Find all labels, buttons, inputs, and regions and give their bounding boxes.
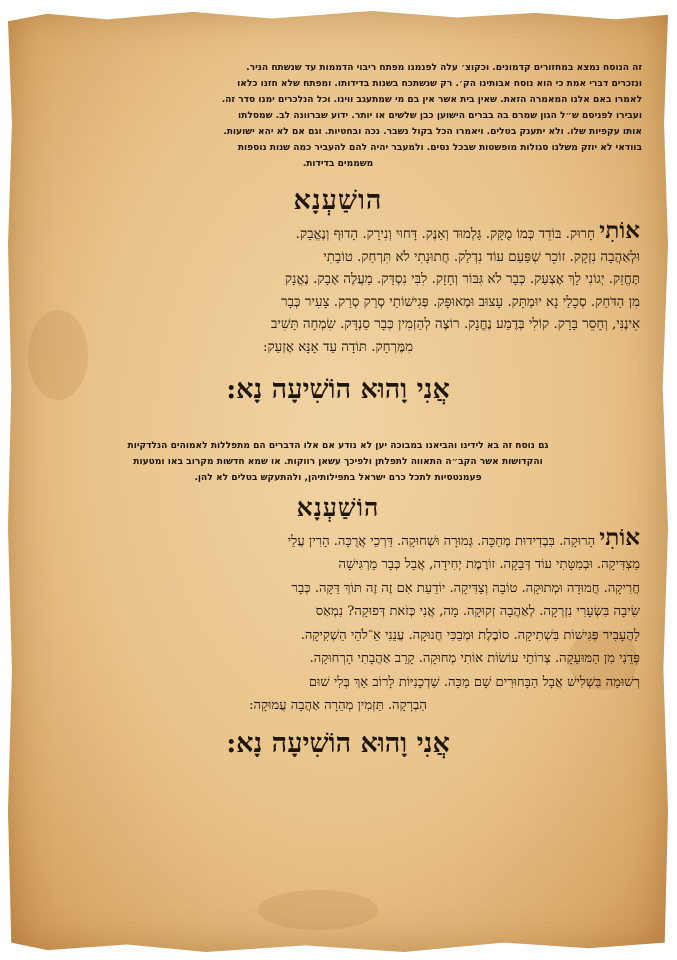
poem-1 [34, 217, 642, 360]
intro-line: בוודאי לא יוזק משלנו סגולות מופשטות שבכל נסים. ולמעבר יהיה להם להעביר כמה שנות נוספות [237, 143, 642, 153]
poem-2 [34, 523, 642, 718]
poem-line: מַצְדִּיקָה. וּבְמִטָּתִי עוֹד דְּבֵקָה. זוֹרֶמֶת יְחִידָה, אֲבָל כְּבָר מַרְגִּישָׁה [338, 557, 640, 573]
intro2-line: והקדושות אשר הקב״ה התאווה לתפלתן ולפיכך עשאן רווקות. או שמא חדשות מקרוב באו ומטעות [133, 456, 543, 467]
intro-line: משממים בדידות. [302, 159, 374, 169]
poem-line: תֶּחֱזַק. יְגוֹנִי לָךְ אֶצְעַק. כְּבָר לֹא גִּבּוֹר וְחָזָק. לִבִּי נִסְדַּק. מַעֲלֶה אָבָק. נֶאֱנָק [284, 272, 640, 288]
poem-line [34, 217, 642, 247]
refrain-1: אֲנִי וָהוּא הוֹשִׁיעָה נָא: [226, 373, 450, 405]
section-heading-1: הושַׁעְנָא [293, 185, 383, 216]
poem-line: חֲרִיקָה. חֲמוּדָה וּמְתוּקָה. טוֹבָה וְצַדִּיקָה. יוֹדַעַת אִם זֶה זֶה תּוֹךְ דַּקָּה. כְּבָר [291, 580, 640, 596]
poem-line-text: חָרוּק. בּוֹדֵד כְּמוֹ מֻקָּק. גַּלְמוּד וְאַנֶּק. דָּחוּי וְנִירָק. הָדוּף וְנֶאֱבָק. [295, 227, 596, 242]
poem-line: מִן הַדֹּחַק. סְכָלַי נָא יוּמְתָּק. עָצוּב וּמְאוּפָּק. פְּגִישׁוֹתַי סְרַק סְרַק. צָעִיר כְּבָר [281, 294, 640, 310]
poem-opener: אוֹתִי [599, 523, 640, 551]
poem-line: לַהֲעָבִיר פְּגִישׁוֹת בִּשְׁתִיקָה. סוֹבֶלֶת וּמְבַכִּי חֲנוּקָה. עֲנֵנִי אֵ־לֹהֵי הַשְׁקִיקָה. [300, 627, 640, 643]
poem-line: רְשׁוּמָה בִּשְׁלִישׁ אֲבָל הַבָּחוּרִים שָׁם מַכָּה. שַׁדְכָנִיּוֹת לָרוֹב אַךְ בְּלִי שׁוּם [308, 674, 640, 690]
document-content [34, 60, 642, 762]
poem-opener: אוֹתִי [599, 217, 640, 244]
intro-paragraph-2 [34, 438, 642, 486]
intro-line: ועבירו לפניסם ש״ל הגון שמרם בה בברים הישוען כבן שלשים או יותר. ידוע שברוונה לב. שמסלתו [238, 111, 642, 121]
poem-line: פְּדֵנִי מִן הַמּוּעָקָה. צְרוֹתַי עוֹשׂוֹת אוֹתִי מְחוּקָה. קָרֵב אַהֲבָתִי הָרְחוּקָה. [309, 651, 640, 667]
intro-line: לאמרו באם אלנו המאמרה הזאת. שאין בית אשר אין בם מי שמתעגב ווינו. וכל הנלכרים ימנו סדר זה. [221, 95, 642, 105]
intro-line: זה הנוסח נמצא במחזורים קדמונים. וכקוצ׳ עלה לפנמנו מפתח ריבוי הדממות עד שנשתח הניר. [246, 63, 642, 73]
section-heading-2: הוֹשַׁעְנָא [296, 492, 380, 522]
intro-paragraph [34, 60, 642, 172]
paper-stain [258, 890, 378, 930]
poem-line: אֵינֶנִּי, וְחָסֵר בָּרָק. קוֹלִי בְּדֶמַע נֶחֱנָק. רוֹצֶה לְהַזְמִין כְּבָר סַנְדָּק. שִׂמְחָה תָּשִׁיב [270, 317, 640, 333]
poem-line: שִׂיבָה בִּשְׂעָרִי נִזְרְקָה. לְאַהֲבָה זְקוּקָה. מָה, אֲנִי כְּזֹאת דְּפוּקָה? נִמְאַס [315, 604, 640, 620]
intro-line: אותו עקפיות שלו. ולא יתענק בטלים. ויאמרו הכל בקול נשבר. נכה ובחטיות. וגם אם לא יהא ישועות. [223, 127, 642, 137]
intro-line: ונזכרים דברי אמת כי הוא נוסח אבותינו הק׳. רק שנשתכח בשנות בדידותו. ומפתח שלא חזנו כלאו [237, 79, 642, 89]
poem-line: מִמֶּרְחָק. תּוֹדָה עַד אָנָּא אֶזְעַק: [262, 339, 414, 355]
poem-line [34, 523, 642, 554]
refrain-2: אֲנִי וָהוּא הוֹשִׁיעָה נָא: [226, 727, 450, 759]
poem-line: וּלְאַהֲבָה נִזְקָק. זוֹכֵר שְׁפַּעַם עוֹד נִדְלַק. חֲתוּנָתִי לֹא תִּרְחַק. טוֹבָתִי [323, 249, 640, 265]
poem-line: הַבְרָקָה. תַּזְמִין מְהֵרָה אַהֲבָה עֲמוּקָה: [249, 698, 427, 714]
intro2-line: גם נוסח זה בא לידינו והביאנו במבוכה יען לא נודע אם אלו הדברים הם מתפללות לאמוהים הנלדקיות [127, 440, 549, 451]
poem-line-text: הָרוּקָה. בִּבְדִידוּת מְחַכָּה. גְּמוּרָה וּשְׁחוּקָה. דַּרְכֵי אֲרֻכָּה. הָרִין עֲלֵי [287, 533, 596, 549]
intro2-line: פעמנטסיות לתכל כרם ישראל בתפילותיהן, ולהתעקש בטלים לא להן. [194, 472, 482, 483]
